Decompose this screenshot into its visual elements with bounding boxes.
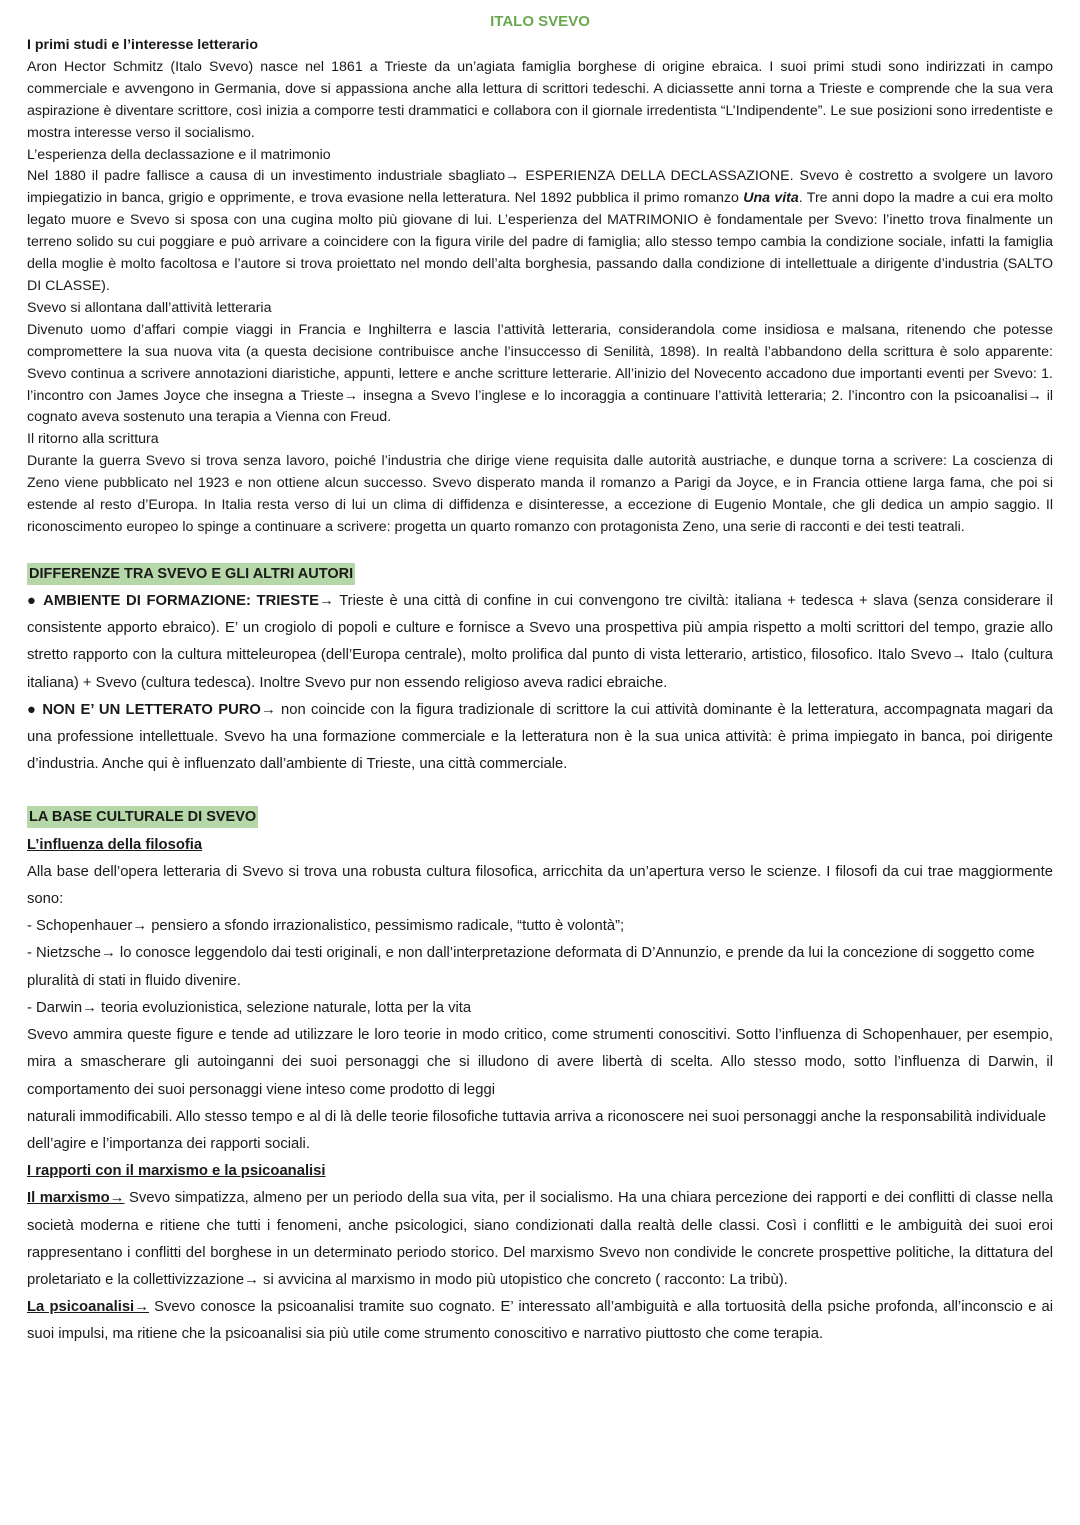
bullet-icon: ● (27, 593, 38, 610)
text-segment: Nel 1880 il padre fallisce a causa di un investimento industriale sbagliato→ ESPERIENZA DELLA DECLASSAZIONE. Svevo è costretto a svolgere un lavoro impiegatizio in banca, grigio e opprimente, e trova evasione nella letteratura. Nel 1892 pubblica il primo romanzo (27, 168, 1053, 207)
subheading-filosofia: L’influenza della filosofia (27, 836, 203, 853)
highlighted-heading-base: LA BASE CULTURALE DI SVEVO (27, 806, 258, 828)
paragraph-ritorno: Durante la guerra Svevo si trova senza lavoro, poiché l’industria che dirige viene requisita dalle autorità austriache, e dunque torna a scrivere: La coscienza di Zeno viene pubblicato nel 1923 e non ottiene alcun successo. Svevo disperato manda il romanzo a Parigi da Joyce, e in Francia ottiene larga fama, che poi si estende al resto d’Europa. In Italia resta verso di lui un clima di diffidenza e disinteresse, a eccezione di Eugenio Montale, che gli dedica un ampio saggio. Il riconoscimento europeo lo spinge a continuare a scrivere: progetta un quarto romanzo con protagonista Zeno, una serie di racconti e dei testi teatrali. (27, 453, 1053, 535)
highlighted-heading-differenze: DIFFERENZE TRA SVEVO E GLI ALTRI AUTORI (27, 563, 355, 585)
label-psicoanalisi: La psicoanalisi→ (27, 1299, 149, 1316)
subheading-marxismo-psicoanalisi: I rapporti con il marxismo e la psicoanalisi (27, 1163, 326, 1180)
section-heading-primi-studi: I primi studi e l’interesse letterario (27, 37, 259, 53)
biography-section (27, 35, 1053, 539)
list-item-schopenhauer: - Schopenhauer→ pensiero a sfondo irrazionalistico, pessimismo radicale, “tutto è volontà”; (27, 918, 625, 935)
list-item-nietzsche: - Nietzsche→ lo conosce leggendolo dai testi originali, e non dall’interpretazione deformata di D’Annunzio, e prende da lui la concezione di soggetto come pluralità di stati in fluido divenire. (27, 945, 1035, 989)
bullet-icon: ● (27, 701, 38, 718)
paragraph-primi-studi: Aron Hector Schmitz (Italo Svevo) nasce nel 1861 a Trieste da un’agiata famiglia borghese di origine ebraica. I suoi primi studi sono indirizzati in campo commerciale e avvengono in Germania, dove si appassiona anche alla lettura di scrittori tedeschi. A diciassette anni torna a Trieste e comprende che la sua vera aspirazione è diventare scrittore, così inizia a comporre testi drammatici e collabora con il giornale irredentista “L’Indipendente”. Le sue posizioni sono irredentiste e mostra interesse verso il socialismo. (27, 58, 1053, 141)
bullet-letterato (27, 697, 1053, 779)
bullet-ambiente (27, 588, 1053, 697)
bullet-title: NON E’ UN LETTERATO PURO (42, 701, 261, 718)
section-heading-declassazione: L’esperienza della declassazione e il matrimonio (27, 146, 331, 163)
paragraph-marxismo (27, 1185, 1053, 1294)
bullet-text: → Trieste è una città di confine in cui convengono tre civiltà: italiana + tedesca + slava (senza considerare il consistente apporto ebraico). E’ un crogiolo di popoli e culture e fornisce a Svevo una prospettiva più ampia rispetto a molti scrittori del tempo, grazie allo stretto rapporto con la cultura mitteleuropea (dell’Europa centrale), molto prolifica dal punto di vista letterario, artistico, filosofico. Italo Svevo→ Italo (cultura italiana) + Svevo (cultura tedesca). Inoltre Svevo pur non essendo religioso aveva radici ebraiche. (27, 593, 1054, 691)
paragraph-psicoanalisi (27, 1294, 1053, 1348)
text-segment: . Tre anni dopo la madre a cui era molto legato muore e Svevo si sposa con una cugina molto più giovane di lui. L’esperienza del MATRIMONIO è fondamentale per Svevo: l’inetto trova finalmente un terreno solido su cui poggiare e può arrivare a coincidere con la figura virile del padre di famiglia; allo stesso tempo cambia la condizione sociale, infatti la famiglia della moglie è molto facoltosa e l’autore si trova proiettato nel mondo dell’alta borghesia, passando dalla condizione di intellettuale a dirigente d’industria (SALTO DI CLASSE). (27, 190, 1053, 294)
section-heading-allontana: Svevo si allontana dall’attività letteraria (27, 299, 272, 316)
paragraph-allontana: Divenuto uomo d’affari compie viaggi in Francia e Inghilterra e lascia l’attività letteraria, considerandola come insidiosa e malsana, ritenendo che potesse compromettere la sua nuova vita (a questa decisione contribuisce anche l’insuccesso di Senilità, 1898). In realtà l’abbandono della scrittura è solo apparente: Svevo continua a scrivere annotazioni diaristiche, appunti, lettere e anche scritture letterarie. All’inizio del Novecento accadono due importanti eventi per Svevo: 1. l’incontro con James Joyce che insegna a Trieste→ insegna a Svevo l’inglese e lo incoraggia a continuare l’attività letteraria; 2. l’incontro con la psicoanalisi→ il cognato aveva sostenuto una terapia a Vienna con Freud. (27, 321, 1053, 426)
paragraph-filosofia-1: Svevo ammira queste figure e tende ad utilizzare le loro teorie in modo critico, come strumenti conoscitivi. Sotto l’influenza di Schopenhauer, per esempio, mira a smascherare gli autoinganni dei suoi personaggi che si illudono di avere libertà di scelta. Allo stesso modo, sotto l’influenza di Darwin, il comportamento dei suoi personaggi viene inteso come prodotto di leggi (27, 1027, 1053, 1098)
novel-title-una-vita: Una vita (743, 190, 799, 207)
text-psicoanalisi: Svevo conosce la psicoanalisi tramite suo cognato. E’ interessato all’ambiguità e alla tortuosità della psiche profonda, all’inconscio e ai suoi impulsi, ma ritiene che la psicoanalisi sia più utile come strumento conoscitivo e narrativo piuttosto che come terapia. (27, 1299, 1054, 1343)
list-item-darwin: - Darwin→ teoria evoluzionistica, selezione naturale, lotta per la vita (27, 999, 472, 1016)
base-culturale-section (27, 804, 1053, 1348)
text-marxismo: Svevo simpatizza, almeno per un periodo della sua vita, per il socialismo. Ha una chiara percezione dei rapporti e dei conflitti di classe nella società moderna e ritiene che tutti i fenomeni, anche psicologici, siano condizionati dalla realtà delle classi. Così i conflitti e le ambiguità dei suoi eroi rappresentano i conflitti del borghese in un determinato periodo storico. Del marxismo Svevo non condivide le concrete prospettive politiche, la dittatura del proletariato e la collettivizzazione→ si avvicina al marxismo in modo più utopistico che concreto ( racconto: La tribù). (27, 1190, 1053, 1288)
bullet-text: → non coincide con la figura tradizionale di scrittore la cui attività dominante è la letteratura, accompagnata magari da una professione intellettuale. Svevo ha una formazione commerciale e la letteratura non è la sua unica attività: è prima impiegato in banca, poi dirigente d’industria. Anche qui è influenzato dall’ambiente di Trieste, una città commerciale. (27, 701, 1054, 773)
paragraph-filosofia-intro: Alla base dell’opera letteraria di Svevo si trova una robusta cultura filosofica, arricchita da un’apertura verso le scienze. I filosofi da cui trae maggiormente sono: (27, 863, 1053, 908)
bullet-title: AMBIENTE DI FORMAZIONE: TRIESTE (43, 593, 320, 610)
document-title: ITALO SVEVO (490, 13, 590, 30)
paragraph-filosofia-2: naturali immodificabili. Allo stesso tempo e al di là delle teorie filosofiche tuttavia arriva a riconoscere nei suoi personaggi anche la responsabilità individuale dell’agire e l’importanza dei rapporti sociali. (27, 1108, 1047, 1152)
paragraph-declassazione (27, 166, 1053, 297)
differenze-section (27, 561, 1053, 779)
label-marxismo: Il marxismo→ (27, 1190, 125, 1207)
section-heading-ritorno: Il ritorno alla scrittura (27, 431, 159, 448)
